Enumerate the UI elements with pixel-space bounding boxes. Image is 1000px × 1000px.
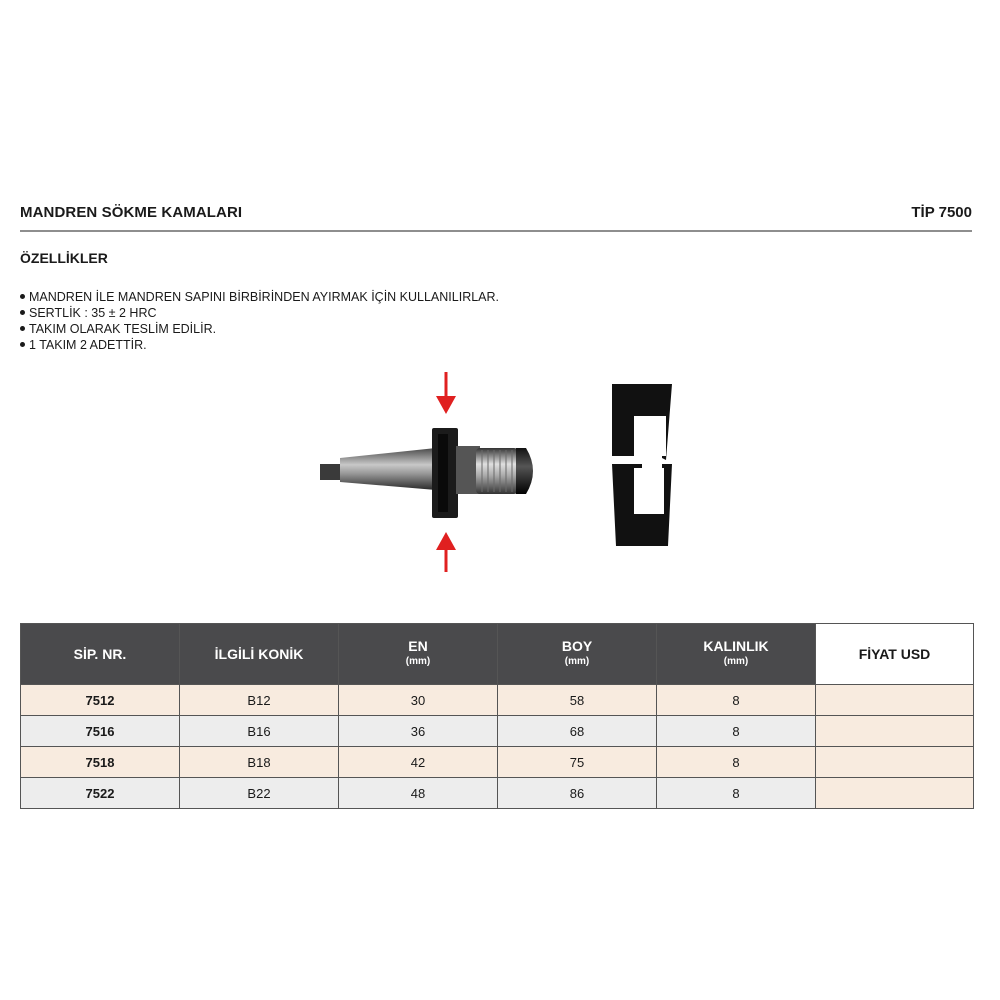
header-divider — [20, 230, 972, 232]
page-title: MANDREN SÖKME KAMALARI — [20, 204, 243, 221]
page-header — [20, 204, 972, 226]
arrow-up-icon — [436, 532, 456, 572]
col-header-kalinlik: KALINLIK (mm) — [657, 624, 816, 685]
cell-kalinlik: 8 — [657, 778, 816, 809]
col-unit-en: (mm) — [405, 656, 431, 667]
cell-sip: 7516 — [21, 716, 180, 747]
features-list — [20, 289, 499, 353]
col-unit-boy: (mm) — [564, 656, 590, 667]
cell-konik: B18 — [180, 747, 339, 778]
cell-fiyat — [816, 685, 974, 716]
cell-sip: 7518 — [21, 747, 180, 778]
cell-boy: 86 — [498, 778, 657, 809]
cell-kalinlik: 8 — [657, 685, 816, 716]
table-header-row — [21, 624, 974, 685]
cell-fiyat — [816, 778, 974, 809]
spec-table — [20, 623, 974, 809]
wedge-plates — [612, 384, 672, 546]
cell-boy: 58 — [498, 685, 657, 716]
col-unit-kalinlik: (mm) — [723, 656, 749, 667]
table-row — [21, 716, 974, 747]
bullet-icon — [20, 310, 25, 315]
cell-boy: 68 — [498, 716, 657, 747]
feature-item: TAKIM OLARAK TESLİM EDİLİR. — [20, 321, 499, 337]
cell-kalinlik: 8 — [657, 747, 816, 778]
cell-fiyat — [816, 716, 974, 747]
cell-en: 30 — [339, 685, 498, 716]
cell-kalinlik: 8 — [657, 716, 816, 747]
cell-en: 48 — [339, 778, 498, 809]
col-header-en: EN (mm) — [339, 624, 498, 685]
cell-en: 36 — [339, 716, 498, 747]
col-header-konik: İLGİLİ KONİK — [180, 624, 339, 685]
bullet-icon — [20, 326, 25, 331]
cell-fiyat — [816, 747, 974, 778]
bullet-icon — [20, 342, 25, 347]
col-header-sip: SİP. NR. — [21, 624, 180, 685]
features-heading: ÖZELLİKLER — [20, 250, 108, 266]
product-illustration — [300, 368, 700, 578]
feature-item: SERTLİK : 35 ± 2 HRC — [20, 305, 499, 321]
cell-en: 42 — [339, 747, 498, 778]
table-row — [21, 747, 974, 778]
col-header-fiyat: FİYAT USD — [816, 624, 974, 685]
col-header-boy: BOY (mm) — [498, 624, 657, 685]
table-row — [21, 778, 974, 809]
feature-item: 1 TAKIM 2 ADETTİR. — [20, 337, 499, 353]
feature-item: MANDREN İLE MANDREN SAPINI BİRBİRİNDEN AYIRMAK İÇİN KULLANILIRLAR. — [20, 289, 499, 305]
table-row — [21, 685, 974, 716]
cell-konik: B12 — [180, 685, 339, 716]
cell-konik: B16 — [180, 716, 339, 747]
cell-sip: 7522 — [21, 778, 180, 809]
product-type-label: TİP 7500 — [911, 204, 972, 221]
arrow-down-icon — [436, 372, 456, 414]
cell-sip: 7512 — [21, 685, 180, 716]
cell-konik: B22 — [180, 778, 339, 809]
bullet-icon — [20, 294, 25, 299]
drill-chuck-arbor — [320, 428, 533, 518]
cell-boy: 75 — [498, 747, 657, 778]
